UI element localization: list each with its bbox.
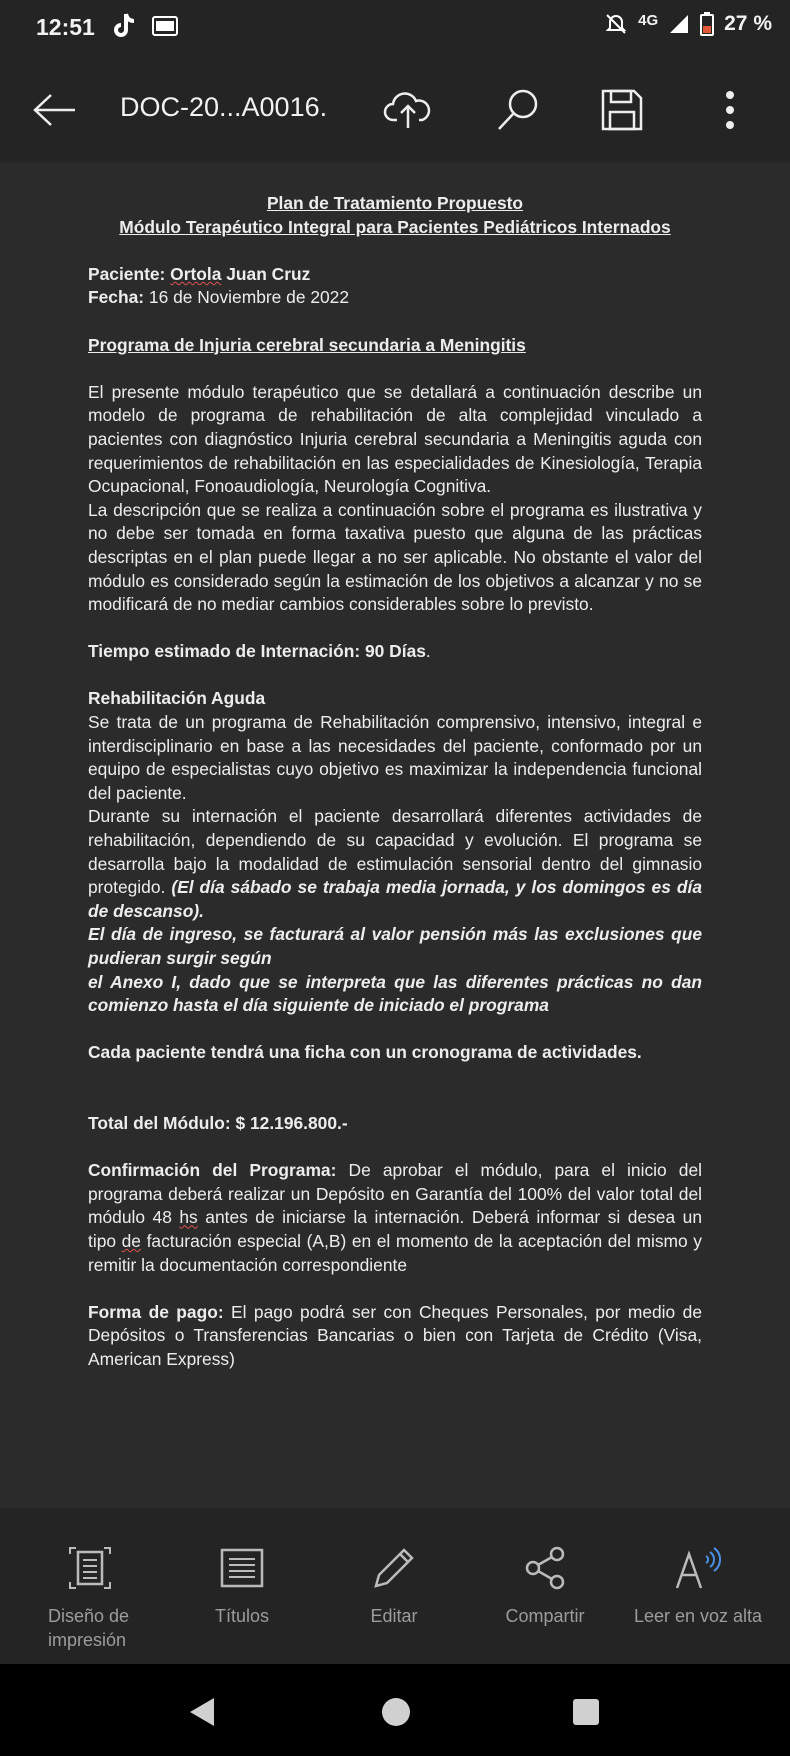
confirm-text-c: facturación especial (A,B) en el momento de la aceptación del mismo y remitir la documentación correspondiente [88,1230,702,1275]
ficha-line: Cada paciente tendrá una ficha con un cronograma de actividades. [88,1042,642,1063]
rehab-heading: Rehabilitación Aguda [88,688,266,709]
nav-recents-button[interactable] [566,1692,606,1732]
paragraph-intro: El presente módulo terapéutico que se detallará a continuación describe un modelo de programa de rehabilitación de alta complejidad vinculado a pacientes con diagnóstico Injuria cerebral secundaria a Meningitis aguda con requerimientos de rehabilitación en las especialidades de Kinesiología, Terapia Ocupacional, Fonoaudiología, Neurología Cognitiva. [88,381,702,497]
edit-label: Editar [370,1606,418,1626]
headings-list-icon [220,1548,264,1588]
confirm-text-b: antes de iniciarse la internación. Deberá informar si desea un tipo [88,1207,702,1251]
time-estimate [88,640,702,664]
time-estimate-text: Tiempo estimado de Internación: 90 Días [88,641,426,662]
patient-line [88,263,702,287]
read-aloud-label: Leer en voz alta [633,1606,763,1626]
program-heading: Programa de Injuria cerebral secundaria a Meningitis [88,334,526,355]
status-bar [0,0,790,58]
status-right [604,12,772,36]
ingreso-line-2: el Anexo I, dado que se interpreta que las diferentes prácticas no dan comienzo hasta el día siguiente de iniciado el programa [88,971,702,1016]
search-button[interactable] [490,82,546,138]
patient-label: Paciente: [88,263,166,284]
edit-button[interactable] [319,1542,469,1628]
clock: 12:51 [36,14,95,40]
share-label: Compartir [505,1606,585,1626]
date-value: 16 de Noviembre de 2022 [144,287,350,308]
more-vertical-icon [724,90,736,130]
back-arrow-icon [31,92,77,128]
pencil-icon [372,1546,416,1590]
patient-name-first: Ortola [170,263,222,284]
nav-home-button[interactable] [376,1692,416,1732]
date-line [88,286,702,310]
rehab-paragraph-2-text: Durante su internación el paciente desarrollará diferentes actividades de rehabilitación, dependiendo de su capacidad y evolución. El programa se desarrolla bajo la modalidad de estimulación sensorial dentro del gimnasio protegido. [88,806,702,898]
rehab-paragraph-2-italic: (El día sábado se trabaja media jornada, y los domingos es día de descanso). [88,877,702,921]
confirm-paragraph [88,1159,702,1277]
gmail-style-icon [152,16,178,36]
doc-title: Plan de Tratamiento Propuesto [266,193,524,213]
doc-subtitle: Módulo Terapéutico Integral para Pacientes Pediátricos Internados [119,216,671,237]
upload-button[interactable] [380,82,436,138]
document-viewer[interactable] [0,162,790,1508]
payment-label: Forma de pago: [88,1301,224,1322]
date-label: Fecha: [88,287,145,308]
bottom-app-bar [0,1508,790,1664]
confirm-label: Confirmación del Programa: [88,1160,337,1181]
patient-name-rest: Juan Cruz [221,263,311,284]
tiktok-icon [112,12,138,40]
headings-label: Títulos [214,1606,270,1626]
save-button[interactable] [594,82,650,138]
payment-paragraph [88,1301,702,1372]
save-icon [600,88,644,132]
print-layout-icon [68,1546,112,1590]
search-icon [495,87,541,133]
notification-icons [112,12,178,40]
share-button[interactable] [470,1542,620,1628]
battery-percentage: 27 % [724,12,772,35]
headings-button[interactable] [167,1542,317,1628]
confirm-hs: hs [179,1207,198,1228]
cloud-upload-icon [383,90,433,130]
signal-icon [668,13,690,35]
mute-icon [604,12,628,36]
print-layout-label: Diseño de impresión [48,1606,130,1650]
nav-home-icon [376,1692,416,1732]
nav-recents-icon [566,1692,606,1732]
time-estimate-end: . [425,641,431,662]
document-page [88,192,702,1372]
document-title: DOC-20...A0016. [120,92,328,122]
ingreso-line-1: El día de ingreso, se facturará al valor pensión más las exclusiones que pudieran surgir según [88,924,702,968]
payment-text: El pago podrá ser con Cheques Personales, por medio de Depósitos o Transferencias Bancarias o bien con Tarjeta de Crédito (Visa, American Express) [88,1301,702,1369]
rehab-paragraph-2 [88,805,702,923]
paragraph-description: La descripción que se realiza a continuación sobre el programa es ilustrativa y no debe ser tomada en forma taxativa puesto que alguna de las prácticas descriptas en el plan puede llegar a no ser aplicable. No obstante el valor del módulo es considerado según la estimación de los objetivos a alcanzar y no se modificará de no mediar cambios considerables sobre lo previsto. [88,499,702,615]
nav-back-button[interactable] [184,1692,224,1732]
battery-icon [700,12,714,36]
app-toolbar [0,58,790,162]
rehab-paragraph-1: Se trata de un programa de Rehabilitación comprensivo, intensivo, integral e interdisciplinario en base a las necesidades del paciente, conformado por un equipo de especialistas cuyo objetivo es maximizar la independencia funcional del paciente. [88,712,702,803]
read-aloud-icon [673,1546,723,1590]
network-type: 4G [638,11,659,29]
confirm-text-a: De aprobar el módulo, para el inicio del programa deberá realizar un Depósito en Garantía del 100% del valor total del módulo 48 [88,1160,702,1228]
total-line: Total del Módulo: $ 12.196.800.- [88,1112,348,1133]
system-nav-bar [0,1664,790,1756]
back-button[interactable] [26,82,82,138]
confirm-de: de [121,1230,141,1251]
more-options-button[interactable] [702,82,758,138]
read-aloud-button[interactable] [623,1542,773,1628]
share-icon [523,1546,567,1590]
nav-back-icon [184,1692,224,1732]
